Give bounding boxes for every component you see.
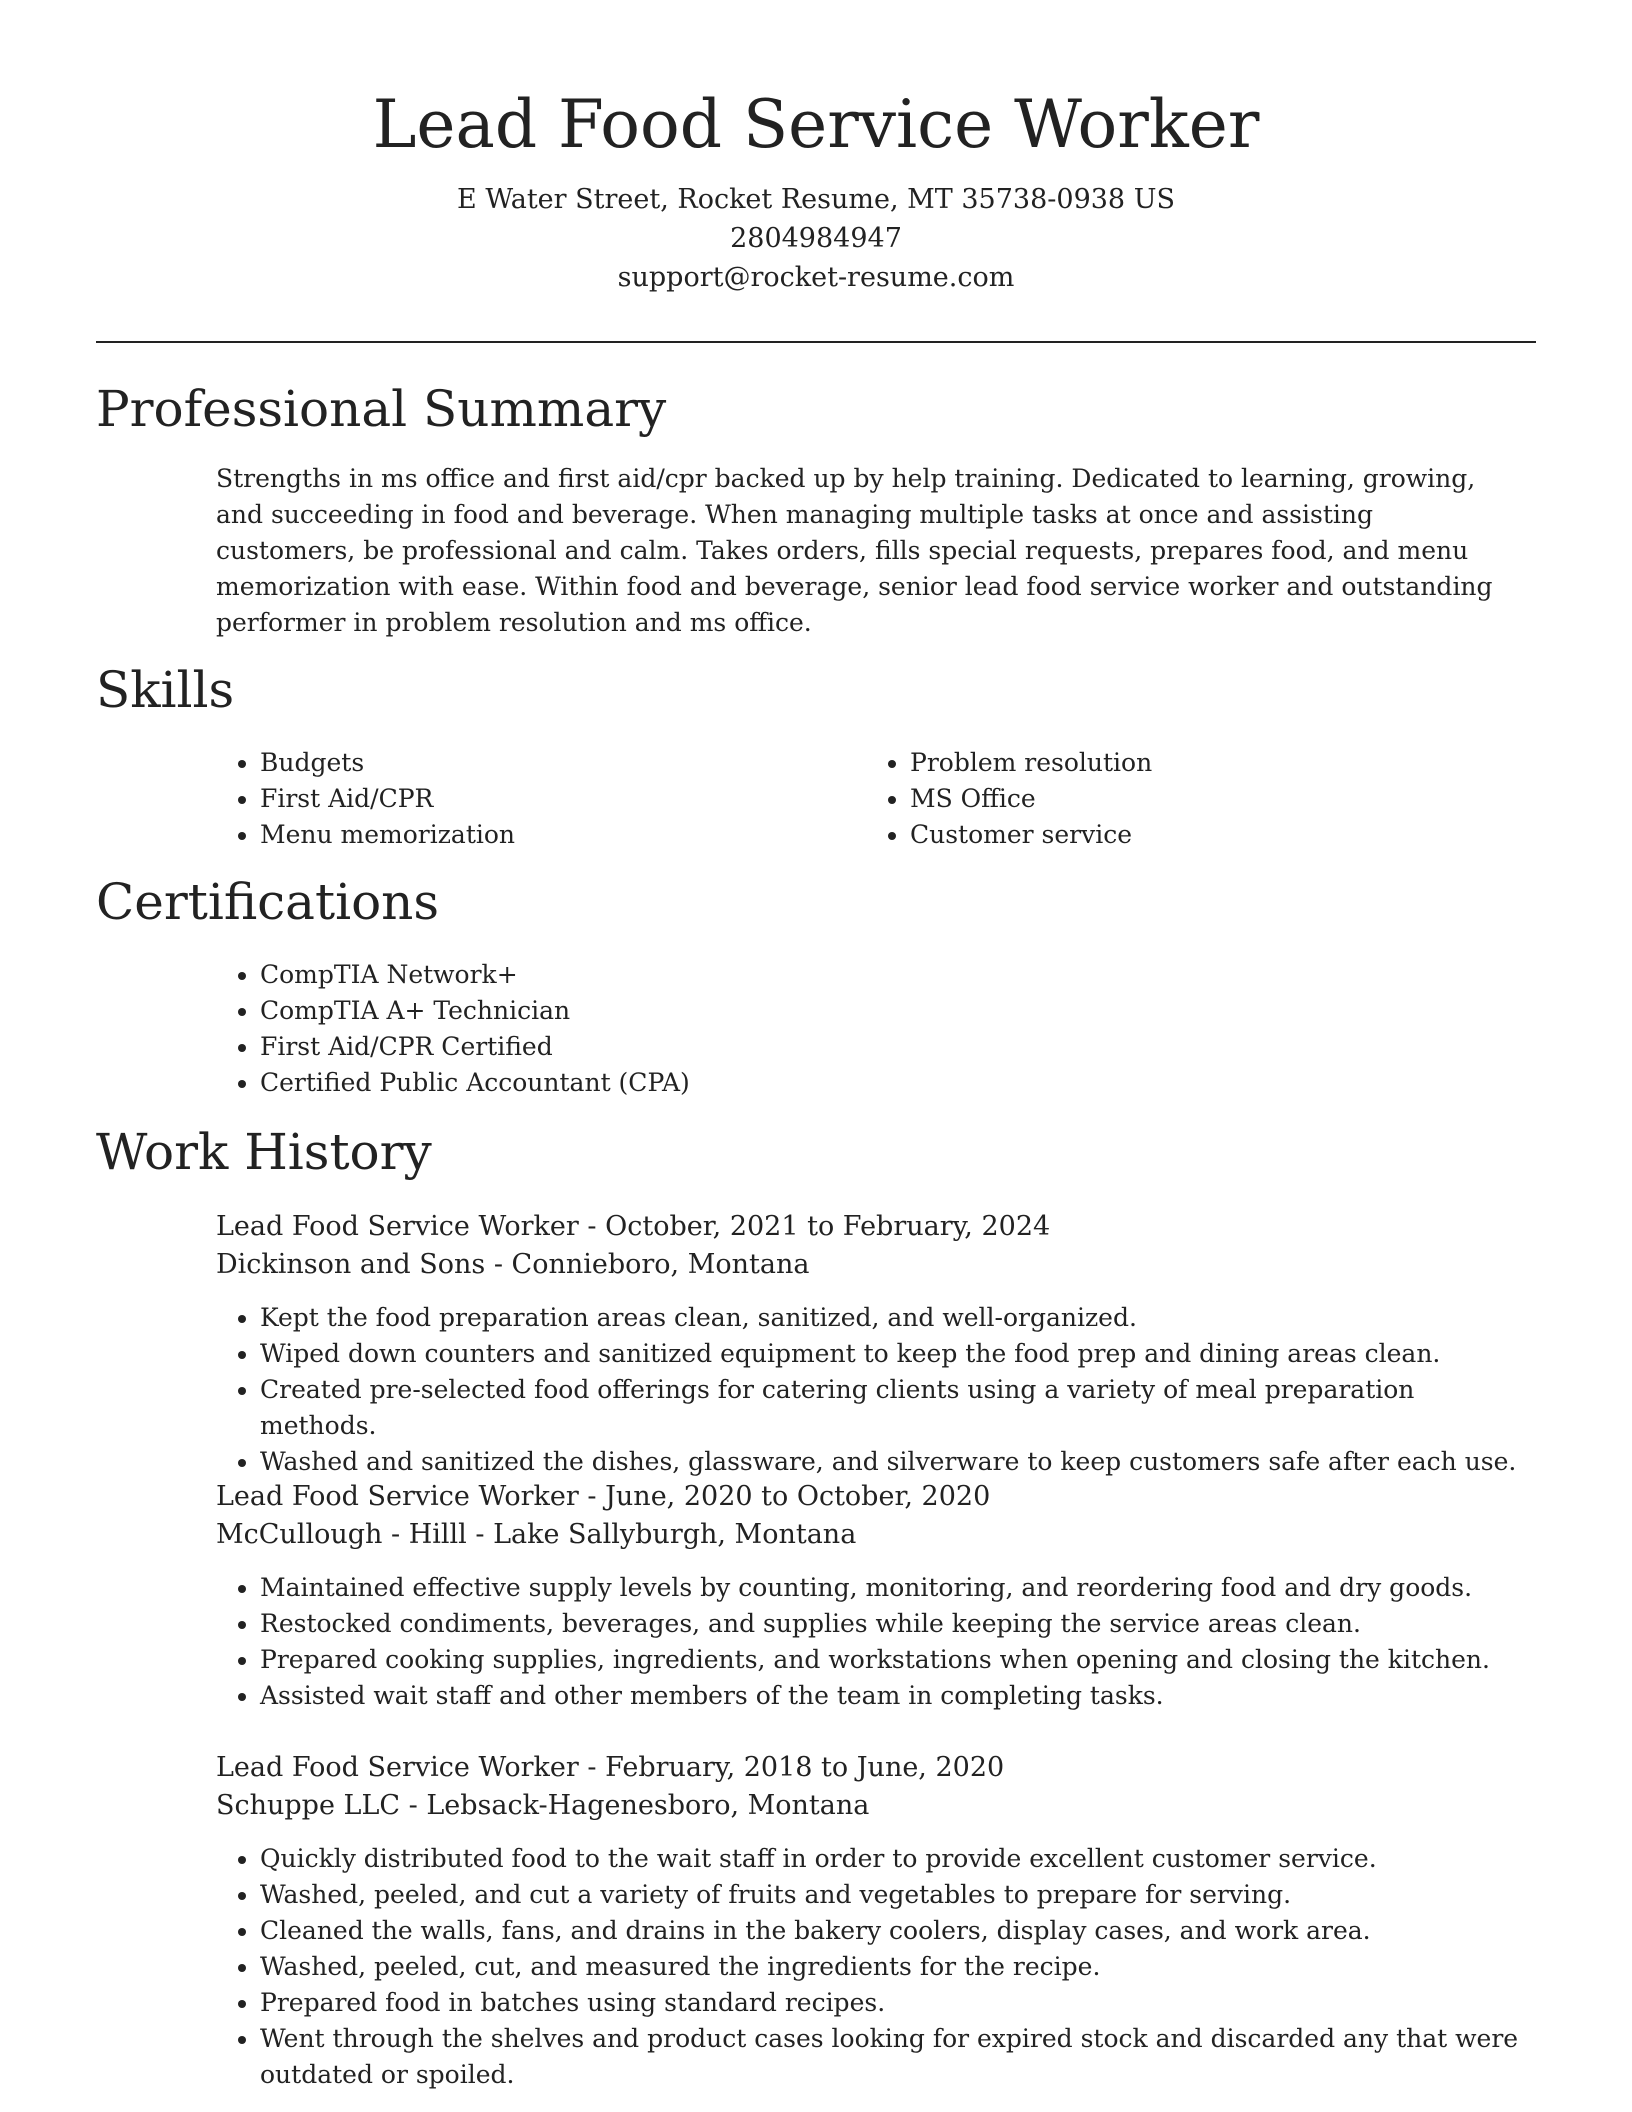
- skill-item: • Budgets: [260, 745, 856, 781]
- job-entry: [216, 1208, 1536, 1480]
- job-company-line: Schuppe LLC - Lebsack-Hagenesboro, Montana: [216, 1790, 870, 1821]
- job-duty: • Kept the food preparation areas clean, sanitized, and well-organized.: [260, 1300, 1536, 1336]
- summary-heading: Professional Summary: [96, 380, 667, 438]
- job-company: McCullough - Hilll: [216, 1519, 467, 1550]
- job-duty: • Cleaned the walls, fans, and drains in the bakery coolers, display cases, and work area.: [260, 1913, 1536, 1949]
- skills-list-right: [866, 745, 1506, 853]
- skill-item: • First Aid/CPR: [260, 781, 856, 817]
- job-dates: February, 2018 to June, 2020: [605, 1752, 1005, 1783]
- job-company: Dickinson and Sons: [216, 1249, 486, 1280]
- address: E Water Street, Rocket Resume, MT 35738-0938 US: [457, 184, 1175, 215]
- job-title: Lead Food Service Worker: [216, 1752, 579, 1783]
- job-duty: • Assisted wait staff and other members of the team in completing tasks.: [260, 1678, 1536, 1714]
- skills-list-left: [216, 745, 856, 853]
- skills-heading: Skills: [96, 661, 235, 719]
- job-duty: • Created pre-selected food offerings for catering clients using a variety of meal preparation methods.: [260, 1372, 1536, 1444]
- resume-header: [0, 80, 1632, 297]
- job-duties: [216, 1300, 1536, 1480]
- job-title: Lead Food Service Worker: [216, 1211, 579, 1242]
- job-company-line: Dickinson and Sons - Connieboro, Montana: [216, 1249, 810, 1280]
- summary-text: Strengths in ms office and first aid/cpr backed up by help training. Dedicated to learning, growing, and succeeding in food and beverage. When managing multiple tasks at once and assisting customers, be professional and calm. Takes orders, fills special requests, prepares food, and menu memorization with ease. Within food and beverage, senior lead food service worker and outstanding performer in problem resolution and ms office.: [216, 464, 1493, 637]
- job-location: Lake Sallyburgh, Montana: [493, 1519, 857, 1550]
- job-duty: • Wiped down counters and sanitized equipment to keep the food prep and dining areas clean.: [260, 1336, 1536, 1372]
- work-history-heading: Work History: [96, 1123, 432, 1181]
- job-duty: • Prepared cooking supplies, ingredients, and workstations when opening and closing the kitchen.: [260, 1642, 1536, 1678]
- job-title: Lead Food Service Worker: [216, 1481, 579, 1512]
- job-dates: October, 2021 to February, 2024: [605, 1211, 1051, 1242]
- job-duty: • Washed, peeled, and cut a variety of fruits and vegetables to prepare for serving.: [260, 1877, 1536, 1913]
- header-divider: [96, 341, 1536, 343]
- certification-item: • Certified Public Accountant (CPA): [260, 1065, 1416, 1101]
- job-location: Lebsack-Hagenesboro, Montana: [426, 1790, 870, 1821]
- skill-item: • MS Office: [910, 781, 1506, 817]
- job-title-line: Lead Food Service Worker - February, 2018 to June, 2020: [216, 1752, 1005, 1783]
- email-address: support@rocket-resume.com: [617, 262, 1015, 293]
- job-title-line: Lead Food Service Worker - June, 2020 to October, 2020: [216, 1481, 991, 1512]
- certification-item: • First Aid/CPR Certified: [260, 1029, 1416, 1065]
- skill-item: • Customer service: [910, 817, 1506, 853]
- job-duty: • Went through the shelves and product cases looking for expired stock and discarded any that were outdated or spoiled.: [260, 2021, 1536, 2093]
- phone-number: 2804984947: [730, 223, 902, 254]
- certification-item: • CompTIA A+ Technician: [260, 993, 1416, 1029]
- job-duties: [216, 1841, 1536, 2093]
- job-location: Connieboro, Montana: [511, 1249, 810, 1280]
- job-duties: [216, 1570, 1536, 1714]
- job-title-line: Lead Food Service Worker - October, 2021 to February, 2024: [216, 1211, 1051, 1242]
- certification-item: • CompTIA Network+: [260, 957, 1416, 993]
- skill-item: • Menu memorization: [260, 817, 856, 853]
- job-entry: [216, 1749, 1536, 2093]
- job-duty: • Restocked condiments, beverages, and supplies while keeping the service areas clean.: [260, 1606, 1536, 1642]
- job-company-line: McCullough - Hilll - Lake Sallyburgh, Montana: [216, 1519, 857, 1550]
- job-company: Schuppe LLC: [216, 1790, 401, 1821]
- job-duty: • Washed, peeled, cut, and measured the ingredients for the recipe.: [260, 1949, 1536, 1985]
- certifications-heading: Certifications: [96, 873, 440, 931]
- job-duty: • Washed and sanitized the dishes, glassware, and silverware to keep customers safe after each use.: [260, 1444, 1536, 1480]
- job-duty: • Maintained effective supply levels by counting, monitoring, and reordering food and dry goods.: [260, 1570, 1536, 1606]
- job-dates: June, 2020 to October, 2020: [605, 1481, 991, 1512]
- candidate-name: Lead Food Service Worker: [372, 86, 1260, 163]
- job-entry: [216, 1478, 1536, 1714]
- job-duty: • Prepared food in batches using standard recipes.: [260, 1985, 1536, 2021]
- job-duty: • Quickly distributed food to the wait staff in order to provide excellent customer service.: [260, 1841, 1536, 1877]
- certifications-list: [216, 957, 1416, 1101]
- skill-item: • Problem resolution: [910, 745, 1506, 781]
